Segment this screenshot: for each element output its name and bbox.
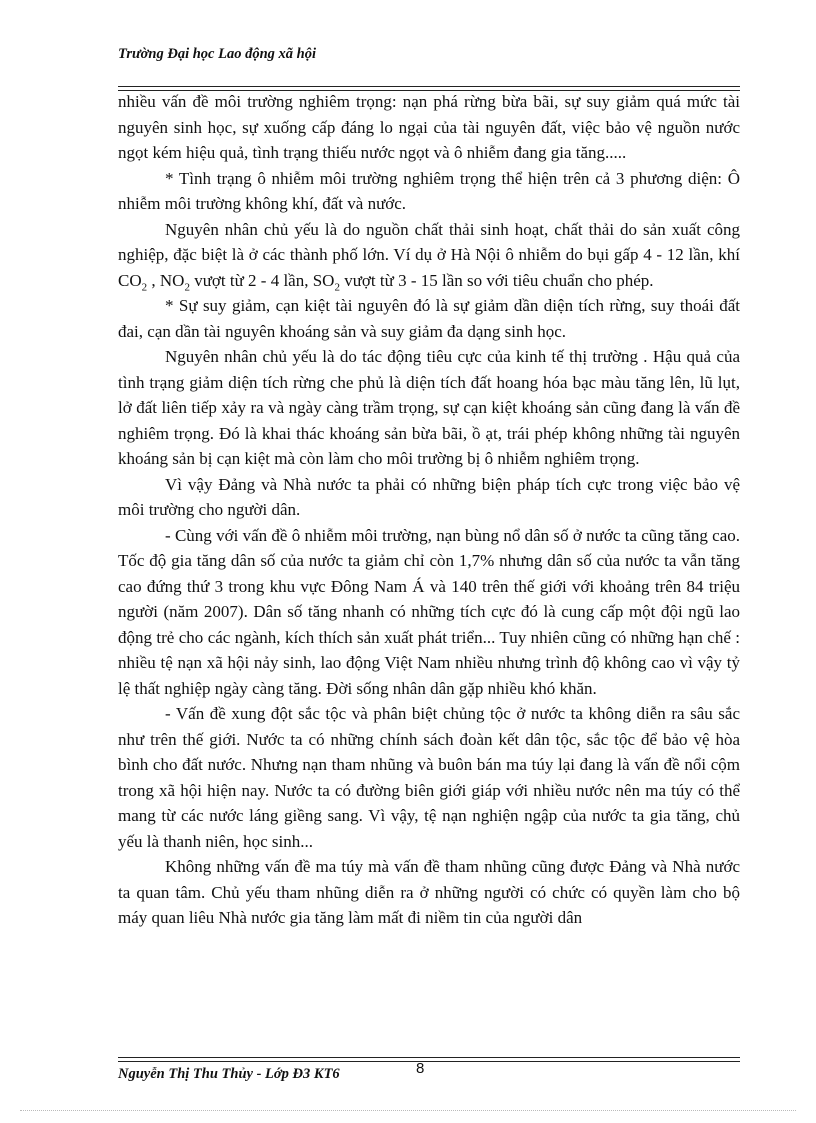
body-text [118,89,740,931]
page-bottom-dotted-line [20,1110,796,1111]
paragraph-4: * Sự suy giảm, cạn kiệt tài nguyên đó là sự giảm dần diện tích rừng, suy thoái đất đai, cạn dần tài nguyên khoáng sản và suy giảm đa dạng sinh học. [118,296,740,341]
paragraph-1: nhiều vấn đề môi trường nghiêm trọng: nạn phá rừng bừa bãi, sự suy giảm quá mức tài nguyên sinh học, sự xuống cấp đáng lo ngại của tài nguyên đất, việc bảo vệ nguồn nước ngọt kém hiệu quả, tình trạng thiếu nước ngọt và ô nhiễm đang gia tăng..... [118,92,740,162]
header-rule-top [118,86,740,87]
paragraph-7: - Cùng với vấn đề ô nhiễm môi trường, nạn bùng nổ dân số ở nước ta cũng tăng cao. Tốc độ gia tăng dân số của nước ta giảm chỉ còn 1,7% nhưng dân số của nước ta vẫn tăng cao đứng thứ 3 trong khu vực Đông Nam Á và 140 trên thế giới với khoảng trên 84 triệu người (năm 2007). Dân số tăng nhanh có những tích cực đó là cung cấp một đội ngũ lao động trẻ cho các ngành, kích thích sản xuất phát triển... Tuy nhiên cũng có những hạn chế : nhiều tệ nạn xã hội nảy sinh, lao động Việt Nam nhiều nhưng trình độ không cao vì vậy tỷ lệ thất nghiệp ngày càng tăng. Đời sống nhân dân gặp nhiều khó khăn. [118,525,740,698]
paragraph-3: Nguyên nhân chủ yếu là do nguồn chất thải sinh hoạt, chất thải do sản xuất công nghiệp, đặc biệt là ở các thành phố lớn. Ví dụ ở Hà Nội ô nhiễm do bụi gấp 4 - 12 lần, khí $CO_2$ , $NO_2$ vượt từ 2 - 4 lần, $SO_2$ vượt từ 3 - 15 lần so với tiêu chuẩn cho phép. [118,219,740,293]
paragraph-8: - Vấn đề xung đột sắc tộc và phân biệt chủng tộc ở nước ta không diễn ra sâu sắc như trên thế giới. Nước ta có những chính sách đoàn kết dân tộc, sắc tộc để bảo vệ hòa bình cho đất nước. Nhưng nạn tham nhũng và buôn bán ma túy lại đang là vấn đề nổi cộm trong xã hội hiện nay. Nước ta có đường biên giới giáp với nhiều nước nên ma túy có thể mang từ các nước láng giềng sang. Vì vậy, tệ nạn nghiện ngập của nước ta gia tăng, chủ yếu là thanh niên, học sinh... [118,704,740,851]
paragraph-5: Nguyên nhân chủ yếu là do tác động tiêu cực của kinh tế thị trường . Hậu quả của tình trạng giảm diện tích rừng che phủ là diện tích đất hoang hóa bạc màu tăng lên, lũ lụt, lở đất liên tiếp xảy ra và ngày càng trầm trọng, sự cạn kiệt khoáng sản cũng đang là vấn đề nghiêm trọng. Đó là khai thác khoáng sản bừa bãi, ồ ạt, trái phép không những tài nguyên khoáng sản bị cạn kiệt mà còn làm cho môi trường bị ô nhiễm nghiêm trọng. [118,347,740,468]
footer-rule-top [118,1057,740,1058]
footer-author: Nguyễn Thị Thu Thủy - Lớp Đ3 KT6 [118,1066,340,1082]
page-header: Trường Đại học Lao động xã hội [118,46,317,62]
paragraph-2: * Tình trạng ô nhiễm môi trường nghiêm trọng thể hiện trên cả 3 phương diện: Ô nhiễm môi trường không khí, đất và nước. [118,168,740,213]
paragraph-6: Vì vậy Đảng và Nhà nước ta phải có những biện pháp tích cực trong việc bảo vệ môi trường cho người dân. [118,474,740,519]
page-number: 8 [416,1060,425,1077]
paragraph-9: Không những vấn đề ma túy mà vấn đề tham nhũng cũng được Đảng và Nhà nước ta quan tâm. Chủ yếu tham nhũng diễn ra ở những người có chức có quyền làm cho bộ máy quan liêu Nhà nước gia tăng làm mất đi niềm tin của người dân [118,857,740,927]
footer-rule-bottom [118,1061,740,1062]
